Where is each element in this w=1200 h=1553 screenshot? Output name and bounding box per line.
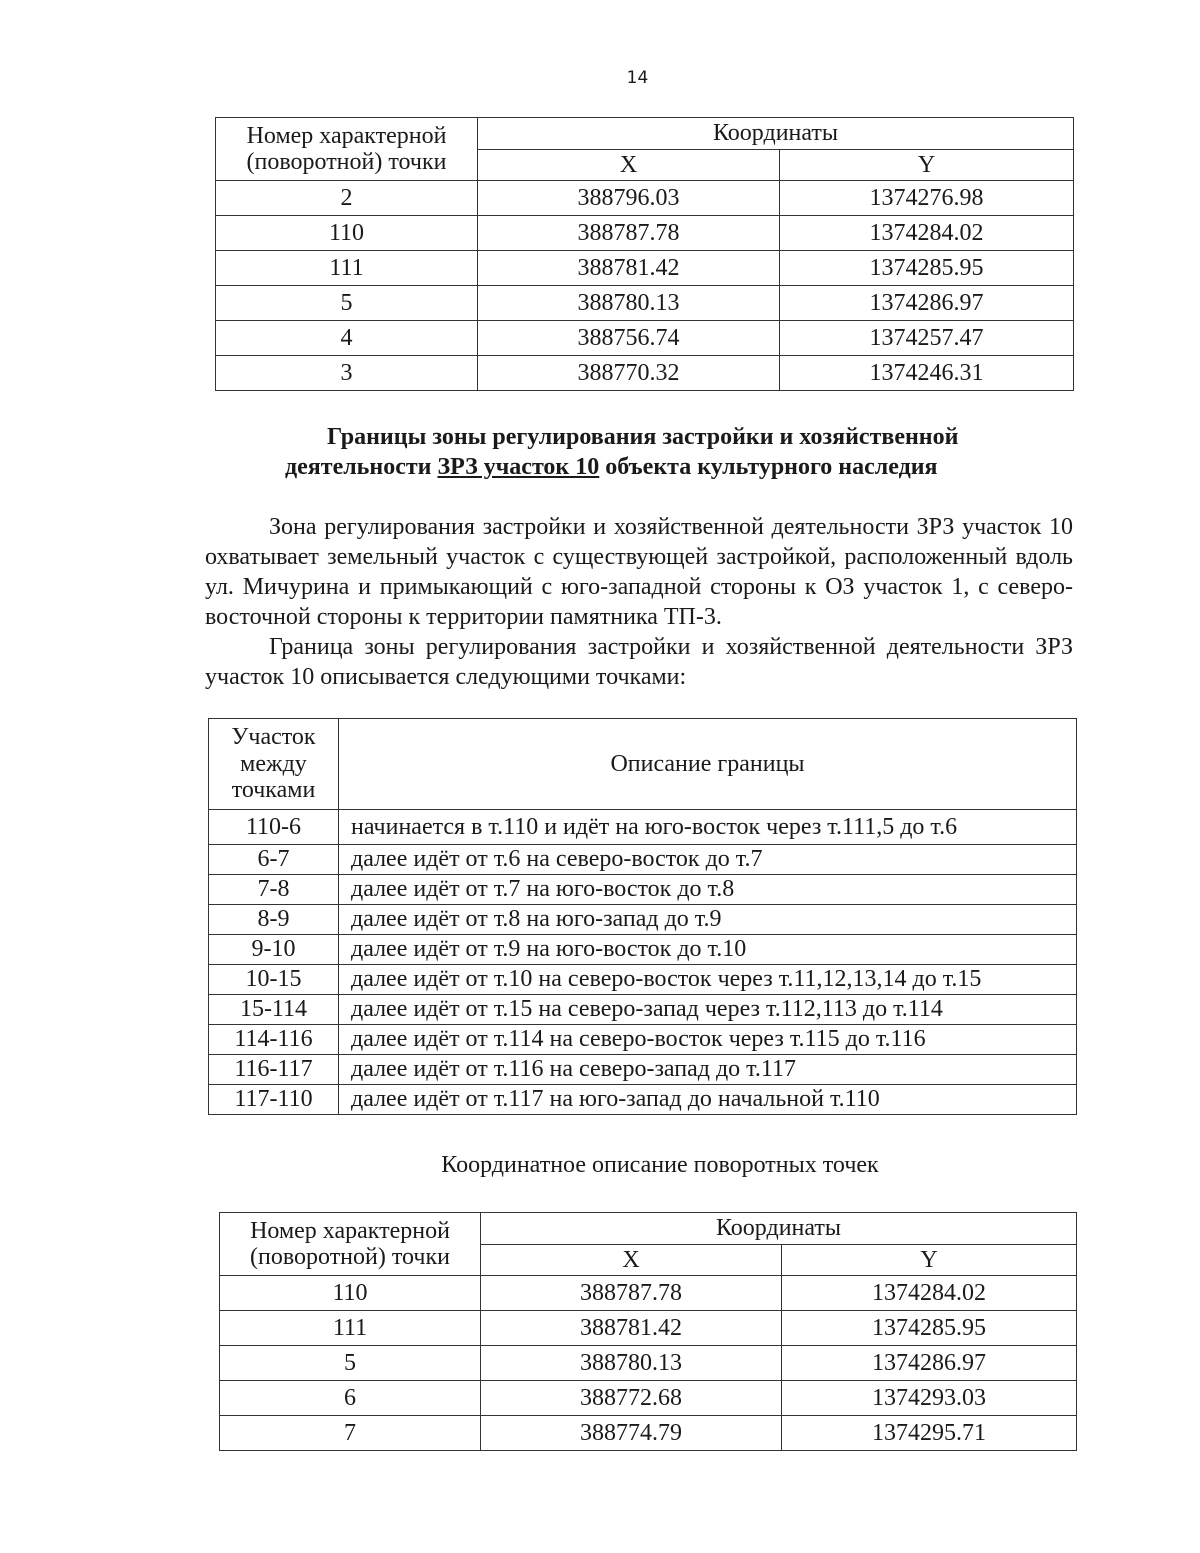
x-cell: 388781.42 <box>478 251 780 286</box>
header-segment-line3: точками <box>231 777 316 804</box>
point-cell: 3 <box>216 356 478 391</box>
segment-cell: 114-116 <box>209 1025 339 1055</box>
header-point-line2: (поворотной) точки <box>246 149 447 175</box>
coordinates-table-top <box>215 117 1074 391</box>
header-segment-line1: Участок <box>231 724 316 751</box>
page-number: 14 <box>626 68 649 88</box>
y-cell: 1374293.03 <box>782 1381 1077 1416</box>
header-y: Y <box>782 1245 1077 1276</box>
segment-cell: 8-9 <box>209 905 339 935</box>
y-cell: 1374284.02 <box>782 1276 1077 1311</box>
header-segment-line2: между <box>240 750 307 777</box>
boundary-description-table <box>208 718 1077 1115</box>
table-row <box>209 810 1077 845</box>
y-cell: 1374276.98 <box>780 181 1074 216</box>
segment-cell: 116-117 <box>209 1055 339 1085</box>
point-cell: 111 <box>220 1311 481 1346</box>
table-row <box>216 321 1074 356</box>
header-coordinates: Координаты <box>478 118 1074 150</box>
description-cell: далее идёт от т.8 на юго-запад до т.9 <box>339 905 1077 935</box>
table-caption: Координатное описание поворотных точек <box>441 1152 879 1178</box>
description-cell: далее идёт от т.6 на северо-восток до т.7 <box>339 845 1077 875</box>
point-cell: 4 <box>216 321 478 356</box>
x-cell: 388780.13 <box>481 1346 782 1381</box>
paragraph-zone-description: Зона регулирования застройки и хозяйственной деятельности ЗРЗ участок 10 охватывает земельный участок с существующей застройкой, расположенный вдоль ул. Мичурина и примыкающий с юго-западной стороны к ОЗ участок 1, с северо-восточной стороны к территории памятника ТП-3. <box>205 514 1073 630</box>
paragraph-boundary-intro: Граница зоны регулирования застройки и хозяйственной деятельности ЗРЗ участок 10 описывается следующими точками: <box>205 634 1073 690</box>
description-cell: начинается в т.110 и идёт на юго-восток через т.111,5 до т.6 <box>339 810 1077 845</box>
table-row <box>209 935 1077 965</box>
header-point-number <box>220 1213 481 1276</box>
table-row <box>216 181 1074 216</box>
table-row <box>220 1381 1077 1416</box>
segment-cell: 9-10 <box>209 935 339 965</box>
header-coordinates: Координаты <box>481 1213 1077 1245</box>
x-cell: 388796.03 <box>478 181 780 216</box>
y-cell: 1374286.97 <box>782 1346 1077 1381</box>
segment-cell: 117-110 <box>209 1085 339 1115</box>
description-cell: далее идёт от т.7 на юго-восток до т.8 <box>339 875 1077 905</box>
section-title-line1: Границы зоны регулирования застройки и хозяйственной <box>327 424 959 450</box>
segment-cell: 10-15 <box>209 965 339 995</box>
section-title-suffix: объекта культурного наследия <box>599 454 938 480</box>
y-cell: 1374285.95 <box>780 251 1074 286</box>
point-cell: 5 <box>220 1346 481 1381</box>
header-x: X <box>481 1245 782 1276</box>
point-cell: 2 <box>216 181 478 216</box>
table-row <box>216 251 1074 286</box>
description-cell: далее идёт от т.116 на северо-запад до т.117 <box>339 1055 1077 1085</box>
x-cell: 388787.78 <box>478 216 780 251</box>
description-cell: далее идёт от т.10 на северо-восток через т.11,12,13,14 до т.15 <box>339 965 1077 995</box>
point-cell: 7 <box>220 1416 481 1451</box>
header-point-line1: Номер характерной <box>250 1217 450 1244</box>
y-cell: 1374295.71 <box>782 1416 1077 1451</box>
header-point-line1: Номер характерной <box>246 122 447 149</box>
table-row <box>209 1055 1077 1085</box>
table-row <box>209 905 1077 935</box>
point-cell: 111 <box>216 251 478 286</box>
y-cell: 1374286.97 <box>780 286 1074 321</box>
x-cell: 388770.32 <box>478 356 780 391</box>
point-cell: 110 <box>220 1276 481 1311</box>
x-cell: 388756.74 <box>478 321 780 356</box>
y-cell: 1374284.02 <box>780 216 1074 251</box>
description-cell: далее идёт от т.15 на северо-запад через т.112,113 до т.114 <box>339 995 1077 1025</box>
header-point-line2: (поворотной) точки <box>250 1244 450 1270</box>
header-segment <box>209 719 339 810</box>
description-cell: далее идёт от т.114 на северо-восток через т.115 до т.116 <box>339 1025 1077 1055</box>
y-cell: 1374257.47 <box>780 321 1074 356</box>
x-cell: 388787.78 <box>481 1276 782 1311</box>
segment-cell: 6-7 <box>209 845 339 875</box>
x-cell: 388774.79 <box>481 1416 782 1451</box>
section-title <box>205 422 1075 482</box>
segment-cell: 15-114 <box>209 995 339 1025</box>
table-row <box>209 995 1077 1025</box>
x-cell: 388780.13 <box>478 286 780 321</box>
section-title-prefix: деятельности <box>285 454 438 480</box>
table-row <box>220 1416 1077 1451</box>
table-row <box>220 1311 1077 1346</box>
header-point-number <box>216 118 478 181</box>
x-cell: 388772.68 <box>481 1381 782 1416</box>
header-description: Описание границы <box>339 719 1077 810</box>
header-y: Y <box>780 150 1074 181</box>
table-row <box>216 216 1074 251</box>
table-row <box>220 1346 1077 1381</box>
section-title-line2 <box>205 452 1075 482</box>
table-row <box>209 1025 1077 1055</box>
y-cell: 1374246.31 <box>780 356 1074 391</box>
point-cell: 5 <box>216 286 478 321</box>
description-cell: далее идёт от т.117 на юго-запад до начальной т.110 <box>339 1085 1077 1115</box>
section-title-zone-name: ЗРЗ участок 10 <box>437 454 600 480</box>
y-cell: 1374285.95 <box>782 1311 1077 1346</box>
segment-cell: 110-6 <box>209 810 339 845</box>
table-row <box>209 875 1077 905</box>
description-cell: далее идёт от т.9 на юго-восток до т.10 <box>339 935 1077 965</box>
coordinates-table-bottom <box>219 1212 1077 1451</box>
segment-cell: 7-8 <box>209 875 339 905</box>
point-cell: 110 <box>216 216 478 251</box>
header-x: X <box>478 150 780 181</box>
table-row <box>216 286 1074 321</box>
table-row <box>216 356 1074 391</box>
x-cell: 388781.42 <box>481 1311 782 1346</box>
table-row <box>220 1276 1077 1311</box>
point-cell: 6 <box>220 1381 481 1416</box>
table-row <box>209 1085 1077 1115</box>
table-row <box>209 845 1077 875</box>
table-row <box>209 965 1077 995</box>
